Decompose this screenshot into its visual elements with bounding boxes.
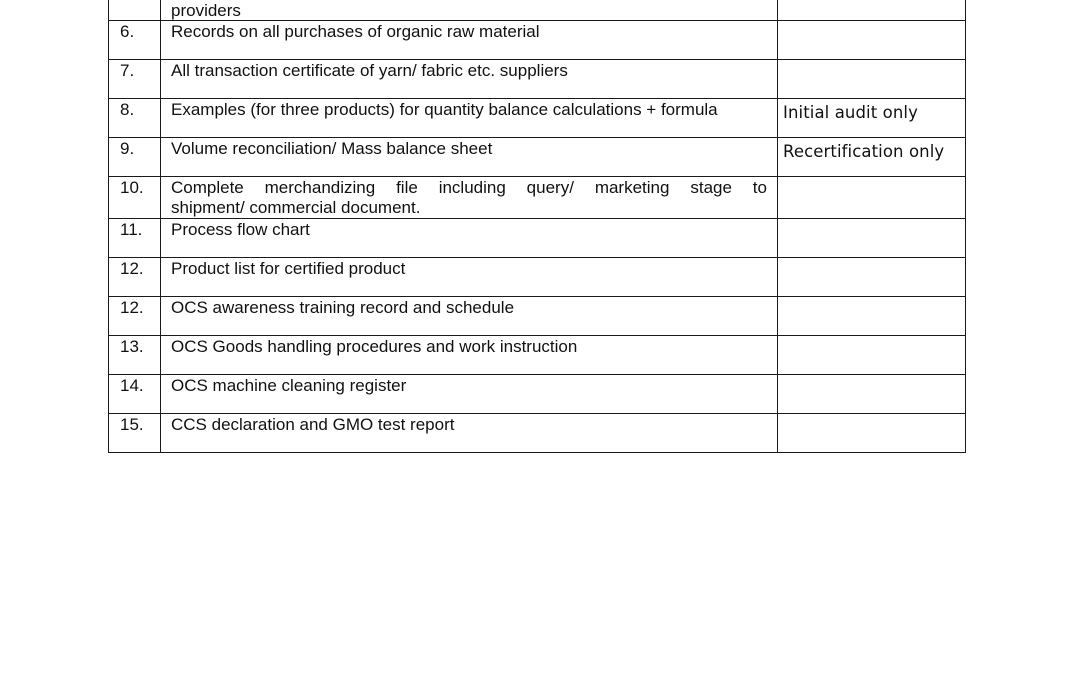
row-description-cell — [161, 21, 778, 60]
row-description: Volume reconciliation/ Mass balance sheet — [171, 139, 493, 158]
row-remark-cell — [778, 258, 966, 297]
row-remark: Initial audit only — [783, 103, 918, 122]
row-number-cell — [109, 336, 161, 375]
row-description: OCS awareness training record and schedule — [171, 298, 515, 317]
row-number: 10. — [120, 178, 144, 197]
row-number-cell — [109, 138, 161, 177]
table-row — [109, 138, 966, 177]
row-number-cell — [109, 21, 161, 60]
row-description-cell — [161, 375, 778, 414]
document-page — [108, 0, 965, 453]
row-description: Process flow chart — [171, 220, 310, 239]
row-number-cell — [109, 99, 161, 138]
row-remark — [778, 21, 965, 25]
row-description-cell — [161, 258, 778, 297]
row-description-cell — [161, 414, 778, 453]
table-row — [109, 297, 966, 336]
row-remark-cell — [778, 0, 966, 21]
row-remark — [778, 177, 965, 181]
row-number-cell — [109, 177, 161, 219]
row-remark — [778, 336, 965, 340]
row-number: 6. — [120, 22, 135, 41]
table-row — [109, 177, 966, 219]
row-number: 9. — [120, 139, 135, 158]
row-description: CCS declaration and GMO test report — [171, 415, 455, 434]
row-remark-cell — [778, 375, 966, 414]
row-description: OCS Goods handling procedures and work instruction — [171, 337, 578, 356]
row-remark-cell — [778, 99, 966, 138]
row-number-cell — [109, 0, 161, 21]
row-description: All transaction certificate of yarn/ fabric etc. suppliers — [171, 61, 568, 80]
table-row — [109, 21, 966, 60]
table-row — [109, 336, 966, 375]
row-number: 7. — [120, 61, 135, 80]
row-description-cell — [161, 219, 778, 258]
row-number-cell — [109, 60, 161, 99]
row-remark-cell — [778, 414, 966, 453]
row-remark — [778, 297, 965, 301]
table-row — [109, 414, 966, 453]
row-description-cell — [161, 177, 778, 219]
row-remark-cell — [778, 21, 966, 60]
row-number-cell — [109, 219, 161, 258]
row-description-cell — [161, 60, 778, 99]
row-number-cell — [109, 258, 161, 297]
row-remark — [778, 414, 965, 418]
row-remark — [778, 375, 965, 379]
table-row — [109, 258, 966, 297]
row-remark-cell — [778, 297, 966, 336]
row-number: 12. — [120, 298, 144, 317]
row-remark-cell — [778, 336, 966, 375]
row-description: OCS machine cleaning register — [171, 376, 407, 395]
row-description-cell — [161, 0, 778, 21]
row-number-cell — [109, 414, 161, 453]
row-description: Complete merchandizing file including query/ marketing stage to — [171, 178, 767, 197]
row-number-cell — [109, 375, 161, 414]
row-remark — [778, 219, 965, 223]
row-number-cell — [109, 297, 161, 336]
row-number: 8. — [120, 100, 135, 119]
row-description: Records on all purchases of organic raw material — [171, 22, 540, 41]
row-description-cell — [161, 99, 778, 138]
row-description-cell — [161, 297, 778, 336]
row-remark-cell — [778, 60, 966, 99]
row-description-cell — [161, 138, 778, 177]
row-remark — [778, 258, 965, 262]
row-description: Product list for certified product — [171, 259, 406, 278]
row-remark-cell — [778, 219, 966, 258]
row-description: Examples (for three products) for quantity balance calculations + formula — [171, 100, 718, 119]
row-remark-cell — [778, 138, 966, 177]
row-description: providers — [171, 1, 241, 20]
table-row — [109, 99, 966, 138]
row-description-continuation: shipment/ commercial document. — [171, 198, 421, 217]
checklist-table — [108, 0, 966, 453]
row-number: 11. — [120, 220, 143, 239]
row-number: 14. — [120, 376, 144, 395]
row-remark-cell — [778, 177, 966, 219]
table-row — [109, 0, 966, 21]
table-row — [109, 60, 966, 99]
table-row — [109, 219, 966, 258]
row-number: 12. — [120, 259, 144, 278]
row-number: 13. — [120, 337, 144, 356]
table-row — [109, 375, 966, 414]
row-remark — [778, 60, 965, 64]
row-number: 15. — [120, 415, 144, 434]
row-description-cell — [161, 336, 778, 375]
row-remark: Recertification only — [783, 142, 945, 161]
